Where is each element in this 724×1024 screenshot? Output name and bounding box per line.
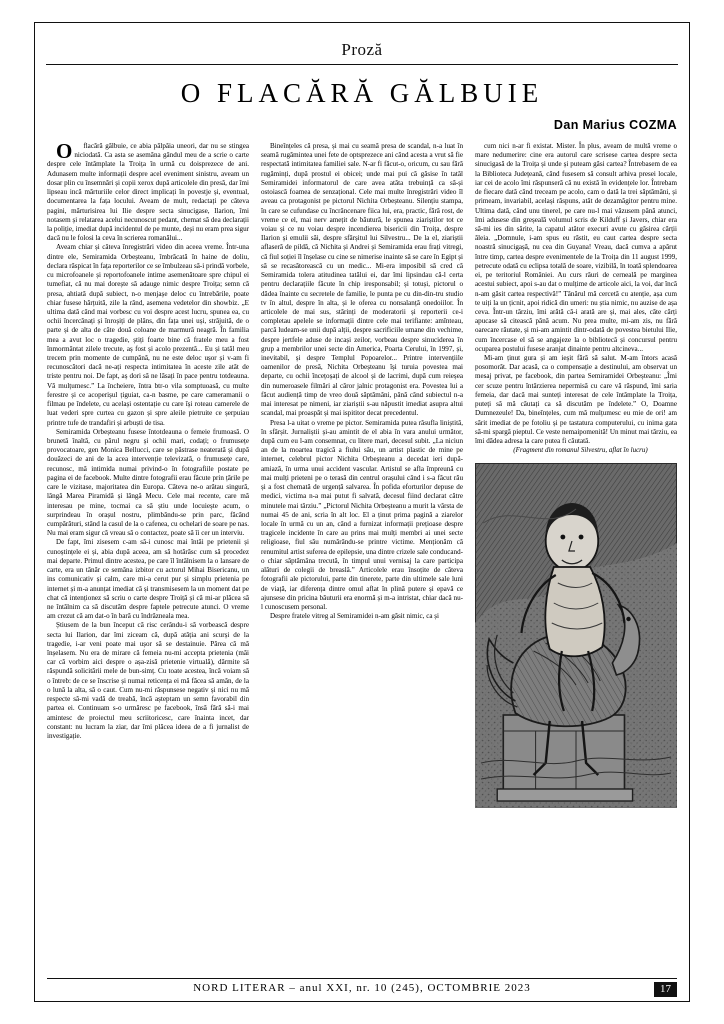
page-number: 17 [654,982,677,997]
paragraph: Presa l-a uitat o vreme pe pictor. Semiramida putea răsufla liniștită, în sfârșit. Jurnaliștii și-au amintit de el abia în vara anului următor, după cum eu l-am consemnat, cu litere mari, decesul subit. „La niciun an de la moartea tragică a fiului său, un artist plastic de mine pe internet, celebrul pictor Nichita Orbeșteanu a decedat ieri după-amiază, în urma unui accident vascular. Artistul se afla împreună cu mai mulți prieteni pe o terasă din centrul orașului când i s-a făcut rău și a fost chemată de urgență salvarea. În pofida eforturilor depuse de medici, victima n-a mai putut fi salvată, decesul fiind declarat către minutele mai târziu.” „Pictorul Nichita Orbeșteanu a murit la vârsta de numai 45 de ani, scria în alt loc. El a ținut prima pagină a ziarelor locale în urmă cu un an, când a furnizat informații prețioase despre tragicele incidente în care au prins mai mulți membri ai unei secte religioase, fiul său numărându-se printre victime. Menționăm că renumitul artist suferea de epilepsie, una dintre crizele sale conducand-o chiar săptămâna trecută, în timpul unui vernisaj la care participa alături de colegii de breaslă.” Articolele erau însoțite de câteva fotografii ale pictorului, parte din tinerete, parte din ultimele sale luni de viață, iar diferența dintre omul aflat în plină putere și epavă ce ajunsese din pricina băuturii era enormă și m-a intristat, chiar dacă nu-l cunoscusem personal. [261,418,463,611]
article-author: Dan Marius COZMA [553,118,677,132]
article-title: O FLACĂRĂ GĂLBUIE [180,78,544,108]
paragraph: Oflacără gălbuie, ce abia pâlpâia uneori, dar nu se stingea niciodată. Ca asta se asemăna gândul meu de a scrie o carte despre cele întâmplate la Troița în urmă cu doisprezece de ani. Adunasem multe informații despre acel eveniment sinistru, aveam un dosar plin cu însemnări și copii xerox după articolele din presă, dar îmi lipseau incă mărturiile celor direct implicați în povestje și, eventual, documentarea la fața locului. Aveam de mult, redactați pe câteva pagini, mărturisirea lui Ilie despre secta sinucigase, Ilarion, îmi notasem și relatarea acelui necunoscut pedant, chemat să dea declarații la poliție, imediat după incidentul de pe munte, deși nu eram prea sigur dacă nu le folosi la ceva în scrierea romanălui... [47,139,249,243]
column-2 [261,142,463,964]
section-label: Proză [341,40,383,59]
paragraph: Despre fratele vitreg al Semiramidei n-am găsit nimic, ca și [270,612,440,621]
article-note: (Fragment din romanul Silvestru, aflat în lucru) [513,446,648,455]
section-header [46,40,678,65]
paragraph: Mi-am ținut gura și am ieșit fără să salut. M-am întors acasă posomorât. Dar acasă, ca o compensație a destinului, am observat un mesaj privat, pe facebook, din partea Semiramidei Orbeșteanu: „Îmi cer scuze pentru întârzierea nepermisă cu care vă răspund, îmi saria femeia, dar dacă mai sunteți interesat de cele întâmplate la Troița, puteți să mă căutați ca să discutăm pe îndelete.” O, Doamne Dumnezeule! Da, bineînțeles, cum mă mulțumesc eu mie de ori! am sărit imediat de pe fotoliu și pe tastatura computerului, cu inima gata să-mi spargă pieptul. Ce veste nemaipomenită! Un minut mai târziu, ea îmi dădea adresa la care putea fi căutată. [475,354,677,445]
paragraph: Aveam chiar și câteva înregistrări video din aceea vreme. Într-una dintre ele, Semiramida Orbeșteanu, îmbrăcată în haine de doliu, declara răspicat în fața reporterilor ce se îmbulzeau să-i prindă vorbele, cu microfoanele și reportofoanele intime asemenătoare spre chipul ei tumefiat, că nu mai dorește să adauge nimic despre Troița; semn că presa, ahtiată după subiect, n-o menjașe deloc cu întrebările, poate chiar fusese hărțuită, zile la rând, asemena vedetelor din showbiz. „E ultima dată când mai vorbesc cu voi despre acest lucru, spunea ea, cu ochii încercănați și înroșiți de plâns, din fața unei uși, străjuită, de o parte și de alta de câte două coloane de marmură neagră. În familia mea a avut loc o tragedie, știți foarte bine că fratele meu a fost înmormântat zilele trecute, aș fost și acolo prezentă... Eu și tatăl meu trecem prin momente de cumpănă, nu ne este deloc ușor și v-am fi recunoscători dacă ne-ați respecta intimitatea în aceste zile atât de triste pentru noi. De fapt, aș dori să ne lăsați în pace pentru totdeauna. Vă mulțumesc.” La încheiere, întra btr-o vila somptuoasă, cu multe ferestre și ce acoperișul țiguiat, ca-n basme, pe care cameramanii o filmau pe îndelete, cu același ostentație cu care își roteau camerele de luat vederi spre curtea cu gazon și spre aleile pietruite ce șerpuiau printre tufe de trandafiri și arbuști de tisa. [47,243,249,427]
footer-publication: NORD LITERAR – anul XXI, nr. 10 (245), OCTOMBRIE 2023 [193,982,531,994]
article-illustration [475,463,677,808]
section-rule [46,64,678,65]
article-columns [47,139,677,964]
paragraph: Știusem de la bun început că risc cerându-i să vorbească despre secta lui Ilarion, dar îmi ziceam că, după atâția ani scurși de la tragedie, i-ar veni poate mai ușor să se destainuie. Părea că mă înșelasem. Nu era de mirare că femeia nu-mi accepta prietenia (măi car că vorbim aici despre o așa-zisă prietenie virtuală), dărmite să răspundă solicitării mele de bun-simț. Cu toate acestea, încă voiam să o întreb: de ce se înscrise și numai reticența ei mă făcea să amân, de la o lună la alta, să o caut. Cum nu-mi răspunsese negativ și nici nu mă respecte să-mi vadă de treabă, încă așteptam un semn favorabil din partea ei. Continuam s-o urmăresc pe facebook, însă fără să-i mai amintesc de proiectul meu scriitoricesc, care înainta incet, dar constant: nu lucram la ziar, dar îmi plăcea ideea de a fi jurnalist de investigație. [47,621,249,740]
column-1 [47,139,249,964]
paragraph: Bineînțeles că presa, și mai cu seamă presa de scandal, n-a luat în seamă rugămintea unei fete de optsprezece ani când acesta a vrut să fie respectată intimitatea familiei sale. N-ar fi făcut-o, oricum, cu sau fără rugăminți, după prostul ei obicei; unde mai pui că găsise în tatăl Semiramidei informatorul de care avea atâta trebuință ca să-și ostoiască foamea de senzațional. Cele mai multe înregistrări video îl aveau ca protagonist pe pictorul Nichita Orbeșteanu. Silențiu stampa, în care se cufundase cu încrâncenare fiica lui, era, practic, fără rost, de vreme ce el, mai nerv amețit de băutură, le spunea ziariștilor tot ce voiau și ce nu voiau despre incendierea bisericii din Troița, despre Ilarion și emulii săi, despre sfârșitul lui Silvestru... De la el, ziariștii aflaseră de pildă, că Nichita și Andrei și Semiramida erau frați vitregi, că fiul soției îl înșelase cu cine se nimerise inainte să se care în Egipt și să se recasătorească cu un medic... Mi-era imposibil să cred că Semiramida tolera atitudinea tatălui ei, dar îmi lipsindau că-l certa pentru declarațiile făcute în chip iresponsabil; și totuși, pictorul o dădea înainte cu secretele de familie, le punta pe cu din-din-tru studio tv în altul, despre în alta, și le oferea cu nonsalanță onedoiilor. În articolele de mai sus, stărinți de moderatorii și reporterii ce-i completau apelele se informații dintre cele mai terifiante: amînteau, parcă ludeam-se unii după alții, despre sacrificiile umane din vechime, despre jertfele aduse de incași zeilor, vorbeau despre sinuciderea în grup a membrilor unei secte din America, Poarta Cerului, în 1997, și, inevitabil, și despre Templul Popoarelor... Printre intervențiile oamenilor de presă, Nichita Orbeșteanu își turuia povestea mai departe, cu ochii încețoșați de alcool și de lacrimi, după cum reieșea din numeroasele filmări al căror jalnic protagonist era. Povestea lui a făcut audiență timp de vreo două săptămâni, până când subiectul n-a mai interesat pe nimeni, iar ziariștii s-au năpustit imediat asupra altui scandal, mai proaspăt și mai ispititor decat precedentul. [261,142,463,418]
column-3 [475,142,677,964]
paragraph: Semiramida Orbeșteanu fusese întotdeauna o femeie frumoasă. O brunetă înaltă, cu părul negru și ochii mari, codați; o frumusețe provocatoare, gen Monica Bellucci, care se păstrase neaterată și după douăzeci de ani de la acea intervenție televizată, o frumusețe care, recunosc, mă intimida numai privind-o în fotografiile postate pe pagina ei de facebook. Multe dintre fotografii erau făcute prin țările pe care le vizitase, majoritatea din Europa. Câteva ne-o arătau singură, lângă Marea Piramidă și lângă Mecu. Cele mai recente, care mă interesau pe mine, tocmai ca să știu unde locuiește acum, o surprindeau în orașul nostru, plimbându-se prin parc, făcând cumpărături, stând la casul de la o cafenea, cu ochelari de soare pe nas. Nu mai eram sigur că vreau să o contactez, poate să îi cer un interviu. [47,427,249,538]
illustration-svg [475,463,677,808]
paragraph: cum nici n-ar fi existat. Mister. În plus, aveam de multă vreme o mare nedumerire: cine era autorul care scrisese cartea despre secta sinucigasă de la Troița și unde și puteam găsi cartea? Întrebasem de ea la Biblioteca Județeană, când fusesem să consult arhiva presei locale, iar cei de acolo îmi răspunseră că nu există în evidențele lor. Întrebam de fiecare dată când treceam pe acolo, cam o dată la trei săptămâni, și primeam, invariabil, același răspuns, atât de dezamăgitor pentru mine. Ultima dată, când unu tinerel, pe care nu-l mai văzusem până atunci, îmi adusese din greșeală volumul scris de Kilduff și Javers, chiar era să-mi ies din sărite, la capatul atător execuri avute cu găsirea cărții ăleia. „Domnule, i-am spus eu răstit, eu caut cartea despre secta noastră sinucigașă, nu cea din Guyana! Vreau, dacă cumva a apărut între timp, cartea despre evenimentele de la Troița din 11 august 1999, petrecute odată cu eclipsa totală de soare, vizibilă, în toată splendoarea ei, pe teritoriul României. Au curs râuri de cerneală pe marginea acestui subiect, apoi s-au dat o mulțime de articole aici, la voi, dar încă n-am găsit cartea respectivă!” Tânărul mă cercetă cu atenție, așa cum te uiți la un țicnit, apoi ridică din umeri: nu știa nimic, nu auzise de așa ceva. Într-un târziu, îmi arătă că-i arată are și, mai ales, căte cârți apucase să citească până acum. Nu prea multe, mi-am zis, nu fără oarecare răutate, și mi-am amintit dintr-odată de povestea bietului Ilie, cum încercase el să se angajeze la o bibliotecă și concursul pentru ocuparea postului fusese aranjat dinainte pentru altcineva... [475,142,677,353]
paragraph: De fapt, îmi zisesem c-am să-i cunosc mai întâi pe prietenii și cunoștințele ei și, abia după aceea, am să hotărăsc cum să procedez mai departe. Primul dintre acestea, pe care îl întâlnisem la o lansare de carte, era un tânăr ce semăna izbitor cu actorul Mihai Bisericanu, un ins comunicativ și calm, care mi-a cerut pur și simplu prietenia pe internet și m-a anunțat imediat că și transmisesem la un moment dat pe chat că intenționez să scriu o carte despre Troiță și că mi-ar plăcea să ne întâlnim ca să discutăm despre faptele petrecute atunci. O vreme am crezut că am dat-o în bară cu îndrăzneala mea. [47,538,249,621]
page-footer [47,978,677,994]
